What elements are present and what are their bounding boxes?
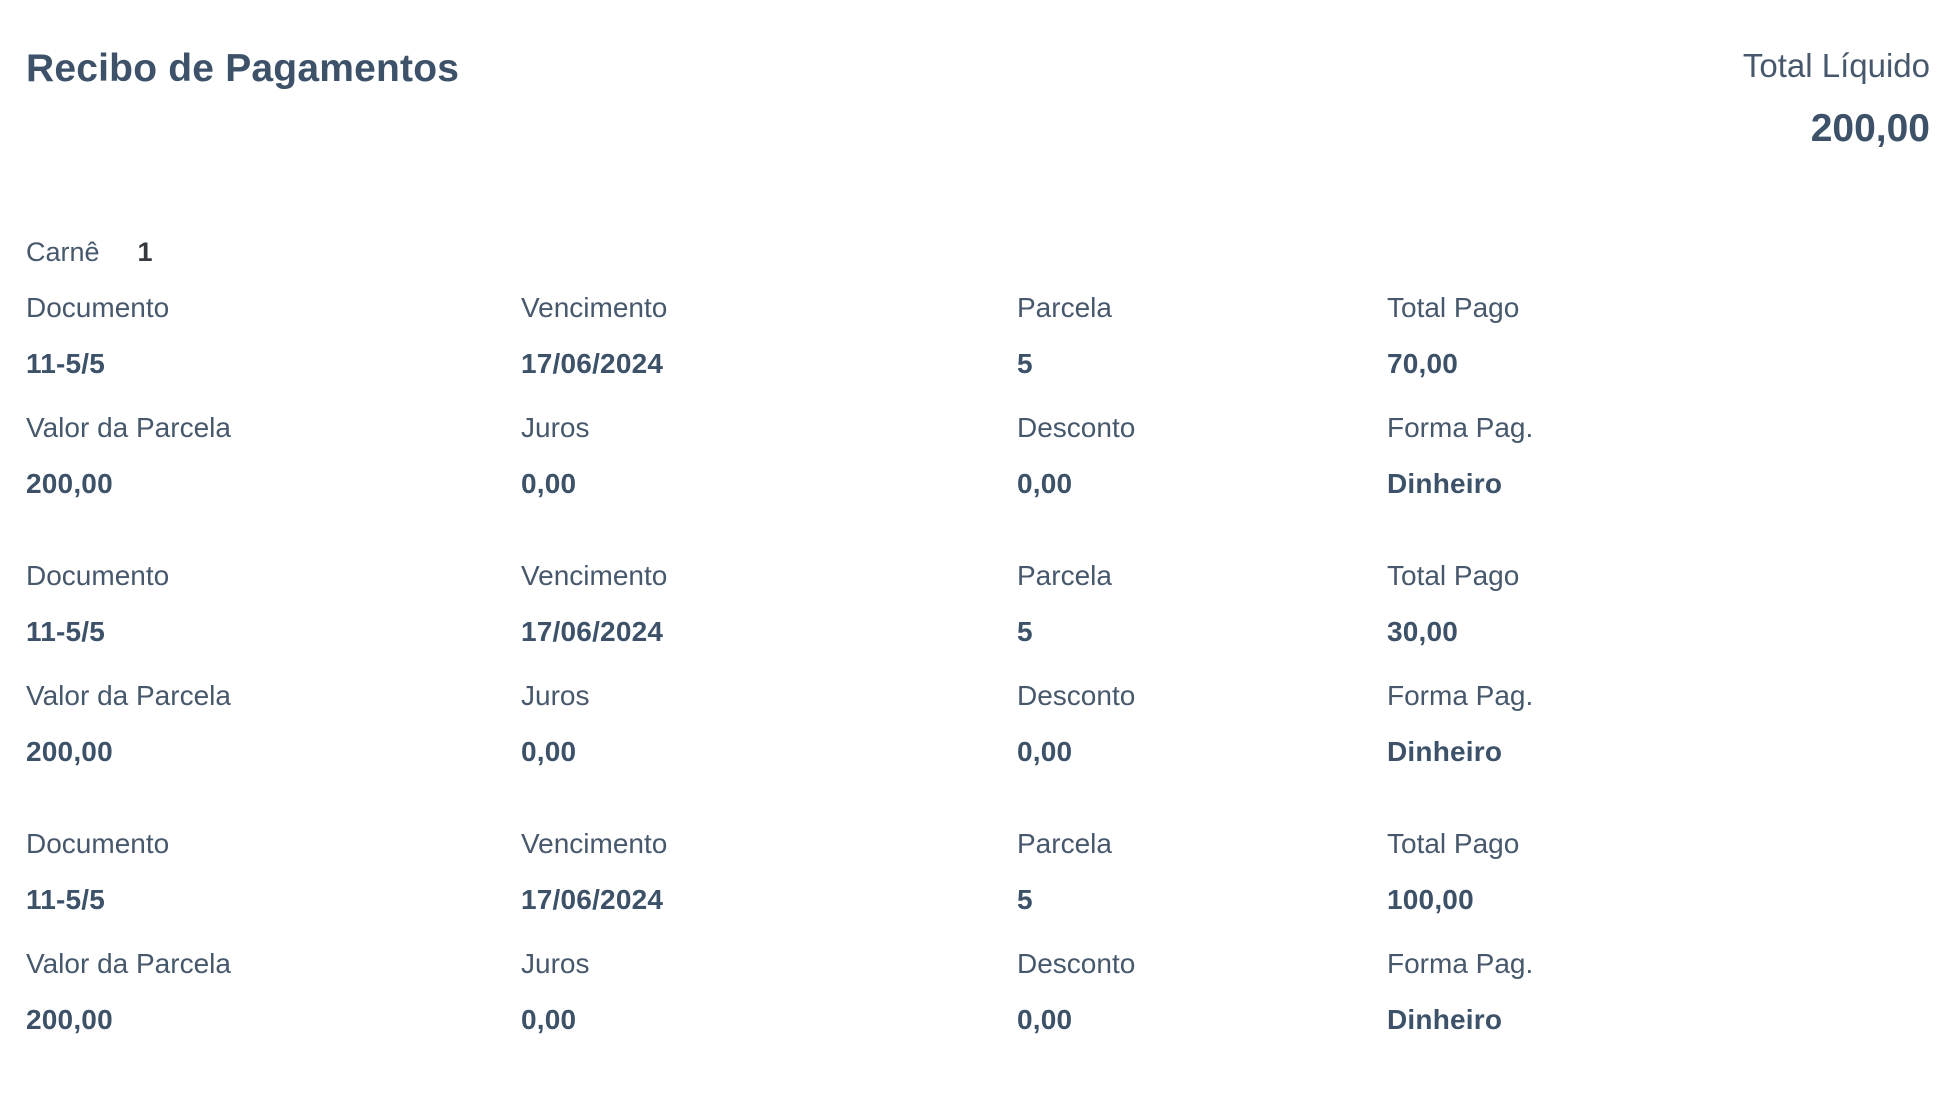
forma-pag-value: Dinheiro [1387, 468, 1503, 500]
total-pago-label: Total Pago [1387, 292, 1520, 324]
receipt-row-primary [26, 827, 1930, 917]
valor-parcela-value: 200,00 [26, 736, 113, 768]
valor-parcela-value: 200,00 [26, 1004, 113, 1036]
carne-row [26, 235, 1930, 269]
forma-pag-value: Dinheiro [1387, 736, 1503, 768]
parcela-label: Parcela [1017, 560, 1112, 592]
field-valor-parcela [26, 679, 521, 769]
receipt-row-primary [26, 291, 1930, 381]
vencimento-value: 17/06/2024 [521, 348, 664, 380]
desconto-label: Desconto [1017, 948, 1136, 980]
receipt-list [26, 291, 1930, 1037]
receipt-row-secondary [26, 679, 1930, 769]
field-juros [521, 679, 1017, 769]
vencimento-label: Vencimento [521, 560, 668, 592]
carne-label: Carnê [26, 237, 100, 268]
documento-value: 11-5/5 [26, 884, 106, 916]
valor-parcela-label: Valor da Parcela [26, 412, 231, 444]
parcela-value: 5 [1017, 616, 1033, 648]
valor-parcela-label: Valor da Parcela [26, 948, 231, 980]
field-documento [26, 559, 521, 649]
field-parcela [1017, 827, 1387, 917]
juros-label: Juros [521, 412, 590, 444]
forma-pag-label: Forma Pag. [1387, 412, 1534, 444]
carne-value: 1 [137, 237, 153, 268]
field-valor-parcela [26, 411, 521, 501]
total-liquido-block [1743, 46, 1930, 152]
field-desconto [1017, 411, 1387, 501]
forma-pag-value: Dinheiro [1387, 1004, 1503, 1036]
parcela-label: Parcela [1017, 292, 1112, 324]
vencimento-label: Vencimento [521, 828, 668, 860]
total-pago-value: 30,00 [1387, 616, 1459, 648]
documento-value: 11-5/5 [26, 616, 106, 648]
field-valor-parcela [26, 947, 521, 1037]
desconto-label: Desconto [1017, 680, 1136, 712]
receipt-card-2 [26, 559, 1930, 769]
receipt-row-secondary [26, 947, 1930, 1037]
field-total-pago [1387, 827, 1930, 917]
page-header [26, 46, 1930, 152]
documento-value: 11-5/5 [26, 348, 106, 380]
total-liquido-label: Total Líquido [1742, 47, 1930, 84]
field-total-pago [1387, 291, 1930, 381]
total-liquido-value: 200,00 [1810, 106, 1930, 150]
juros-label: Juros [521, 680, 590, 712]
receipt-card-3 [26, 827, 1930, 1037]
field-documento [26, 827, 521, 917]
parcela-value: 5 [1017, 884, 1033, 916]
documento-label: Documento [26, 828, 170, 860]
receipt-row-primary [26, 559, 1930, 649]
vencimento-value: 17/06/2024 [521, 884, 664, 916]
parcela-value: 5 [1017, 348, 1033, 380]
total-pago-label: Total Pago [1387, 560, 1520, 592]
field-vencimento [521, 291, 1017, 381]
documento-label: Documento [26, 560, 170, 592]
field-total-pago [1387, 559, 1930, 649]
receipt-row-secondary [26, 411, 1930, 501]
juros-value: 0,00 [521, 1004, 577, 1036]
field-forma-pag [1387, 947, 1930, 1037]
field-documento [26, 291, 521, 381]
juros-label: Juros [521, 948, 590, 980]
page-title: Recibo de Pagamentos [26, 47, 460, 90]
desconto-value: 0,00 [1017, 736, 1073, 768]
field-juros [521, 947, 1017, 1037]
vencimento-label: Vencimento [521, 292, 668, 324]
total-pago-label: Total Pago [1387, 828, 1520, 860]
documento-label: Documento [26, 292, 170, 324]
desconto-label: Desconto [1017, 412, 1136, 444]
field-desconto [1017, 947, 1387, 1037]
field-forma-pag [1387, 411, 1930, 501]
desconto-value: 0,00 [1017, 468, 1073, 500]
desconto-value: 0,00 [1017, 1004, 1073, 1036]
forma-pag-label: Forma Pag. [1387, 680, 1534, 712]
field-vencimento [521, 827, 1017, 917]
vencimento-value: 17/06/2024 [521, 616, 664, 648]
field-vencimento [521, 559, 1017, 649]
parcela-label: Parcela [1017, 828, 1112, 860]
total-pago-value: 100,00 [1387, 884, 1474, 916]
juros-value: 0,00 [521, 468, 577, 500]
total-pago-value: 70,00 [1387, 348, 1459, 380]
field-juros [521, 411, 1017, 501]
valor-parcela-value: 200,00 [26, 468, 113, 500]
valor-parcela-label: Valor da Parcela [26, 680, 231, 712]
field-forma-pag [1387, 679, 1930, 769]
juros-value: 0,00 [521, 736, 577, 768]
forma-pag-label: Forma Pag. [1387, 948, 1534, 980]
receipt-card-1 [26, 291, 1930, 501]
field-desconto [1017, 679, 1387, 769]
field-parcela [1017, 559, 1387, 649]
field-parcela [1017, 291, 1387, 381]
